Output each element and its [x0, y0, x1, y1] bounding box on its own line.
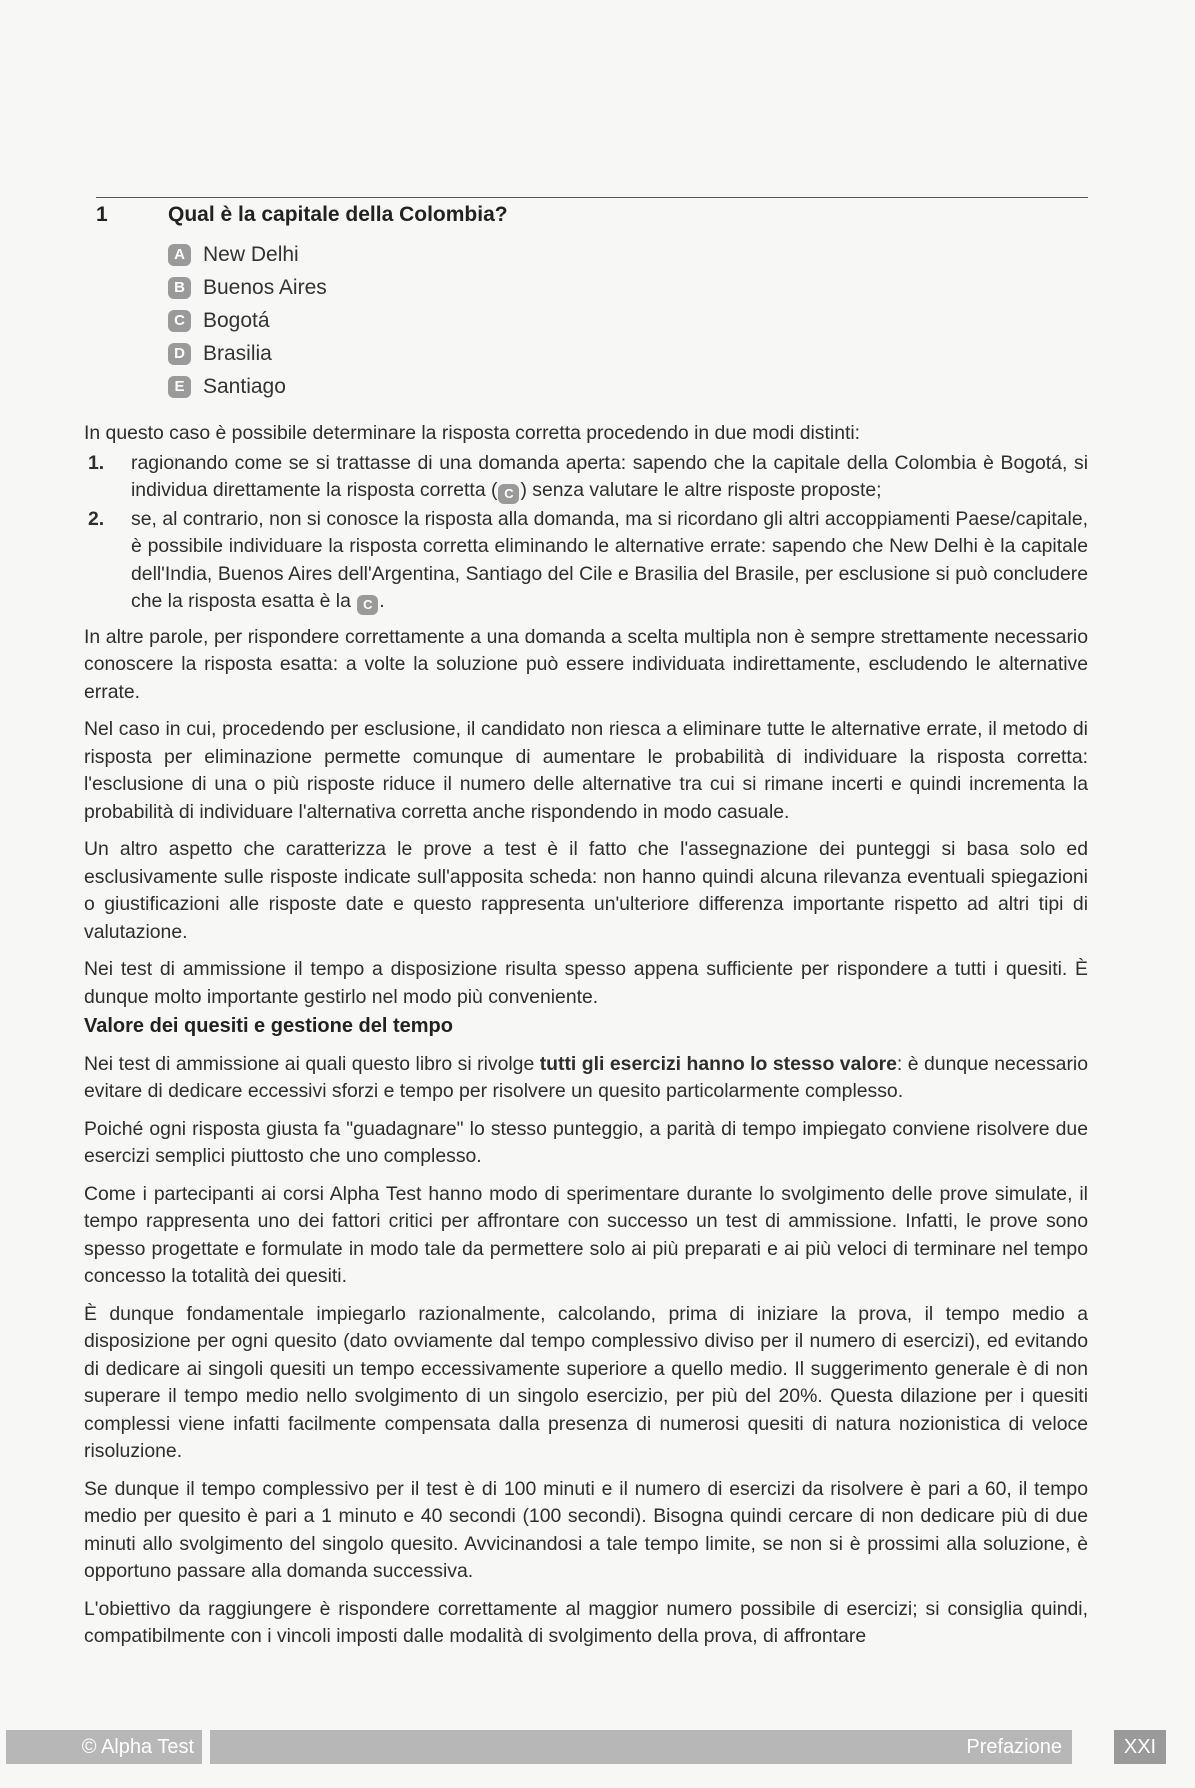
option-letter-badge: E [168, 376, 191, 398]
option-letter-badge: D [168, 343, 191, 365]
question-number: 1 [96, 203, 108, 226]
paragraph: Come i partecipanti ai corsi Alpha Test hanno modo di sperimentare durante lo svolgimento delle prove simulate, il tempo rappresenta uno dei fattori critici per affrontare con successo un test di ammissione. Infatti, le prove sono spesso progettate e formulate in modo tale da permettere solo ai più preparati e ai più veloci di terminare nel tempo concesso la totalità dei quesiti. [84, 1182, 1088, 1287]
option-d [168, 337, 327, 370]
option-letter-badge: C [168, 310, 191, 332]
option-letter-badge: A [168, 244, 191, 266]
answer-badge: C [498, 484, 519, 504]
list-text [131, 506, 1088, 616]
footer-section: Prefazione [210, 1730, 1072, 1764]
option-text: Brasilia [203, 341, 272, 365]
intro-paragraph: In questo caso è possibile determinare la risposta corretta procedendo in due modi distinti: [84, 422, 861, 444]
list-text [131, 450, 1088, 505]
option-c [168, 304, 327, 337]
page-number: XXI [1114, 1730, 1166, 1764]
list-text-part: . [379, 590, 385, 612]
option-text: Santiago [203, 374, 286, 398]
paragraph: Un altro aspetto che caratterizza le prove a test è il fatto che l'assegnazione dei punteggi si basa solo ed esclusivamente sulle risposte indicate sull'apposita scheda: non hanno quindi alcuna rilevanza eventuali spiegazioni o giustificazioni alle risposte date e questo rappresenta un'ulteriore differenza importante rispetto ad altri tipi di valutazione. [84, 838, 1088, 943]
paragraph [84, 1051, 1088, 1106]
answer-badge: C [357, 595, 378, 615]
page-footer [0, 1730, 1195, 1764]
list-number: 1. [88, 451, 105, 474]
question-title: Qual è la capitale della Colombia? [168, 203, 508, 226]
section-heading: Valore dei quesiti e gestione del tempo [84, 1015, 453, 1037]
option-text: Buenos Aires [203, 275, 327, 299]
footer-copyright: © Alpha Test [6, 1730, 202, 1764]
emphasis: tutti gli esercizi hanno lo stesso valore [539, 1052, 897, 1075]
paragraph-part: Nei test di ammissione ai quali questo libro si rivolge [84, 1052, 540, 1075]
body-text [84, 420, 1088, 1661]
paragraph: Poiché ogni risposta giusta fa "guadagnare" lo stesso punteggio, a parità di tempo impiegato conviene risolvere due esercizi semplici piuttosto che uno complesso. [84, 1117, 1088, 1167]
paragraph: Nei test di ammissione il tempo a disposizione risulta spesso appena sufficiente per rispondere a tutti i quesiti. È dunque molto importante gestirlo nel modo più conveniente. [84, 958, 1088, 1008]
option-text: Bogotá [203, 308, 270, 332]
option-b [168, 271, 327, 304]
answer-options [168, 238, 327, 403]
option-e [168, 370, 327, 403]
paragraph: Se dunque il tempo complessivo per il test è di 100 minuti e il numero di esercizi da risolvere è pari a 60, il tempo medio per quesito è pari a 1 minuto e 40 secondi (100 secondi). Bisogna quindi cercare di non dedicare più di due minuti allo svolgimento del singolo quesito. Avvicinandosi a tale tempo limite, se non si è prossimi alla soluzione, è opportuno passare alla domanda successiva. [84, 1477, 1088, 1582]
list-text-part: ) senza valutare le altre risposte proposte; [520, 479, 882, 501]
paragraph: Nel caso in cui, procedendo per esclusione, il candidato non riesca a eliminare tutte le alternative errate, il metodo di risposta per eliminazione permette comunque di aumentare le probabilità di individuare la risposta corretta: l'esclusione di una o più risposte riduce il numero delle alternative tra cui si rimane incerti e quindi incrementa la probabilità di individuare l'alternativa corretta anche rispondendo in modo casuale. [84, 718, 1088, 823]
list-text-part: se, al contrario, non si conosce la risposta alla domanda, ma si ricordano gli altri accoppiamenti Paese/capitale, è possibile individuare la risposta corretta eliminando le alternative errate: sapendo che New Delhi è la capitale dell'India, Buenos Aires dell'Argentina, Santiago del Cile e Brasilia del Brasile, per esclusione si può concludere che la risposta esatta è la [131, 507, 1088, 612]
list-item [84, 506, 1088, 616]
list-item [84, 450, 1088, 505]
option-letter-badge: B [168, 277, 191, 299]
option-text: New Delhi [203, 242, 299, 266]
paragraph-part: : è dunque necessario evitare di dedicare eccessivi sforzi e tempo per risolvere un quesito particolarmente complesso. [84, 1052, 1089, 1102]
method-list [84, 450, 1088, 616]
paragraph: In altre parole, per rispondere correttamente a una domanda a scelta multipla non è sempre strettamente necessario conoscere la risposta esatta: a volte la soluzione può essere individuata indirettamente, escludendo le alternative errate. [84, 625, 1088, 703]
paragraph: È dunque fondamentale impiegarlo razionalmente, calcolando, prima di iniziare la prova, il tempo medio a disposizione per ogni quesito (dato ovviamente dal tempo complessivo diviso per il numero di esercizi), ed evitando di dedicare ai singoli quesiti un tempo eccessivamente superiore a quello medio. Il suggerimento generale è di non superare il tempo medio nello svolgimento di un singolo esercizio, per più del 20%. Questa dilazione per i quesiti complessi viene infatti facilmente compensata dalla presenza di numerosi quesiti di natura nozionistica di veloce risoluzione. [84, 1302, 1088, 1462]
paragraph: L'obiettivo da raggiungere è rispondere correttamente al maggior numero possibile di esercizi; si consiglia quindi, compatibilmente con i vincoli imposti dalle modalità di svolgimento della prova, di affrontare [84, 1597, 1088, 1647]
list-number: 2. [88, 507, 105, 530]
top-divider [96, 197, 1088, 198]
list-text-part: ragionando come se si trattasse di una domanda aperta: sapendo che la capitale della Colombia è Bogotá, si individua direttamente la risposta corretta ( [131, 451, 1088, 501]
option-a [168, 238, 327, 271]
